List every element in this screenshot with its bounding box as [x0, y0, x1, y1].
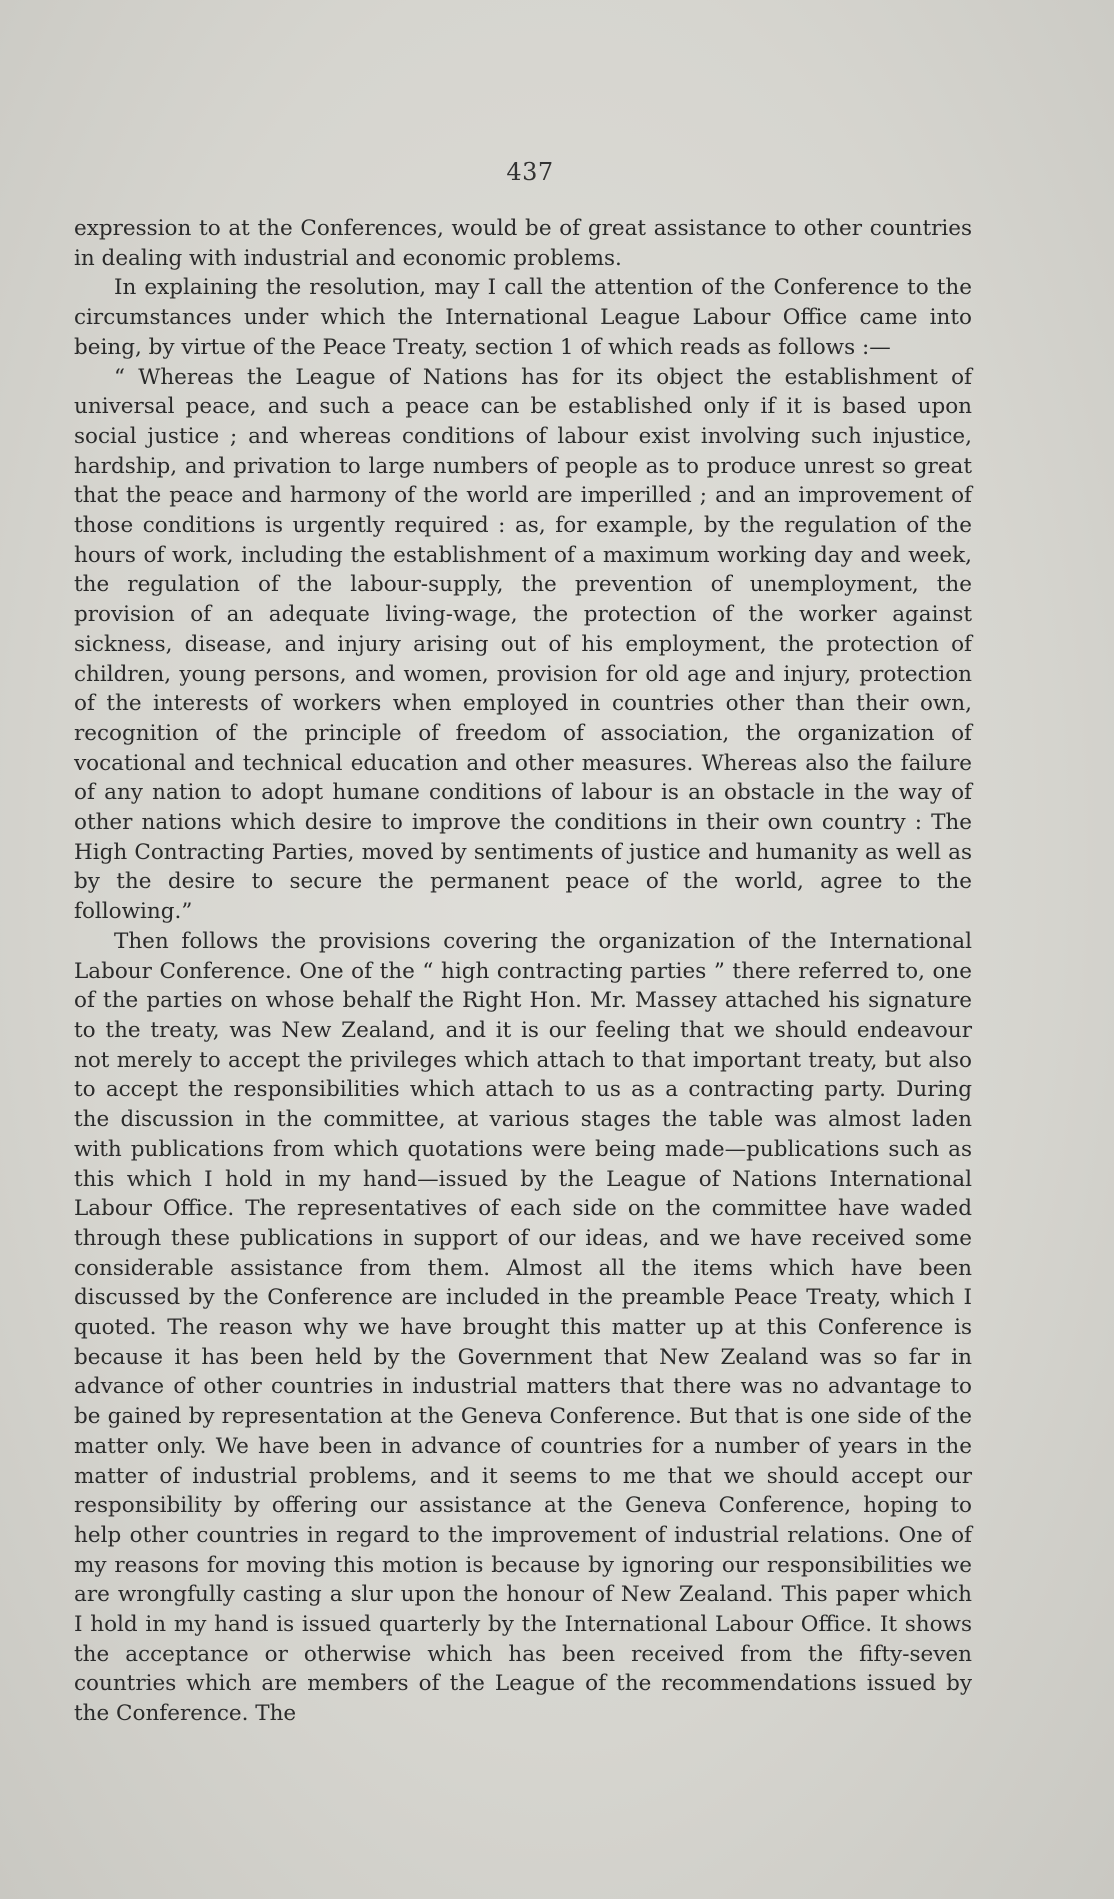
paragraph-continuation: expression to at the Conferences, would be of great assistance to other countries in dealing with industrial and economic problems. [74, 216, 972, 271]
paragraph-resolution-explanation: In explaining the resolution, may I call the attention of the Conference to the circumstances under which the International League Labour Office came into being, by virtue of the Peace Treaty, section 1 of which reads as follows :— [74, 275, 972, 360]
page-number: 437 [506, 158, 554, 186]
body-text [74, 214, 972, 1729]
paragraph-provisions: Then follows the provisions covering the organization of the International Labour Conference. One of the “ high contracting parties ” there referred to, one of the parties on whose behalf the Right Hon. Mr. Massey attached his signature to the treaty, was New Zealand, and it is our feeling that we should endeavour not merely to accept the privileges which attach to that important treaty, but also to accept the responsibilities which attach to us as a contracting party. During the discussion in the committee, at various stages the table was almost laden with publications from which quotations were being made—publications such as this which I hold in my hand—issued by the League of Nations International Labour Office. The representatives of each side on the committee have waded through these publications in support of our ideas, and we have received some considerable assistance from them. Almost all the items which have been discussed by the Conference are included in the preamble Peace Treaty, which I quoted. The reason why we have brought this matter up at this Conference is because it has been held by the Government that New Zealand was so far in advance of other countries in industrial matters that there was no advantage to be gained by representation at the Geneva Conference. But that is one side of the matter only. We have been in advance of countries for a number of years in the matter of industrial problems, and it seems to me that we should accept our responsibility by offering our assistance at the Geneva Conference, hoping to help other countries in regard to the improvement of industrial relations. One of my reasons for moving this motion is because by ignoring our responsibilities we are wrongfully casting a slur upon the honour of New Zealand. This paper which I hold in my hand is issued quarterly by the International Labour Office. It shows the acceptance or otherwise which has been received from the fifty-seven countries which are members of the League of the recommendations issued by the Conference. The [74, 928, 972, 1727]
paragraph-treaty-quotation: “ Whereas the League of Nations has for its object the establishment of universal peace, and such a peace can be established only if it is based upon social justice ; and whereas conditions of labour exist involving such injustice, hardship, and privation to large numbers of people as to produce unrest so great that the peace and harmony of the world are imperilled ; and an improvement of those conditions is urgently required : as, for example, by the regulation of the hours of work, including the establishment of a maximum working day and week, the regulation of the labour-supply, the prevention of unemployment, the provision of an adequate living-wage, the protection of the worker against sickness, disease, and injury arising out of his employment, the protection of children, young persons, and women, provision for old age and injury, protection of the interests of workers when employed in countries other than their own, recognition of the principle of freedom of association, the organization of vocational and technical education and other measures. Whereas also the failure of any nation to adopt humane conditions of labour is an obstacle in the way of other nations which desire to improve the conditions in their own country : The High Contracting Parties, moved by sentiments of justice and humanity as well as by the desire to secure the permanent peace of the world, agree to the following.” [74, 364, 972, 925]
